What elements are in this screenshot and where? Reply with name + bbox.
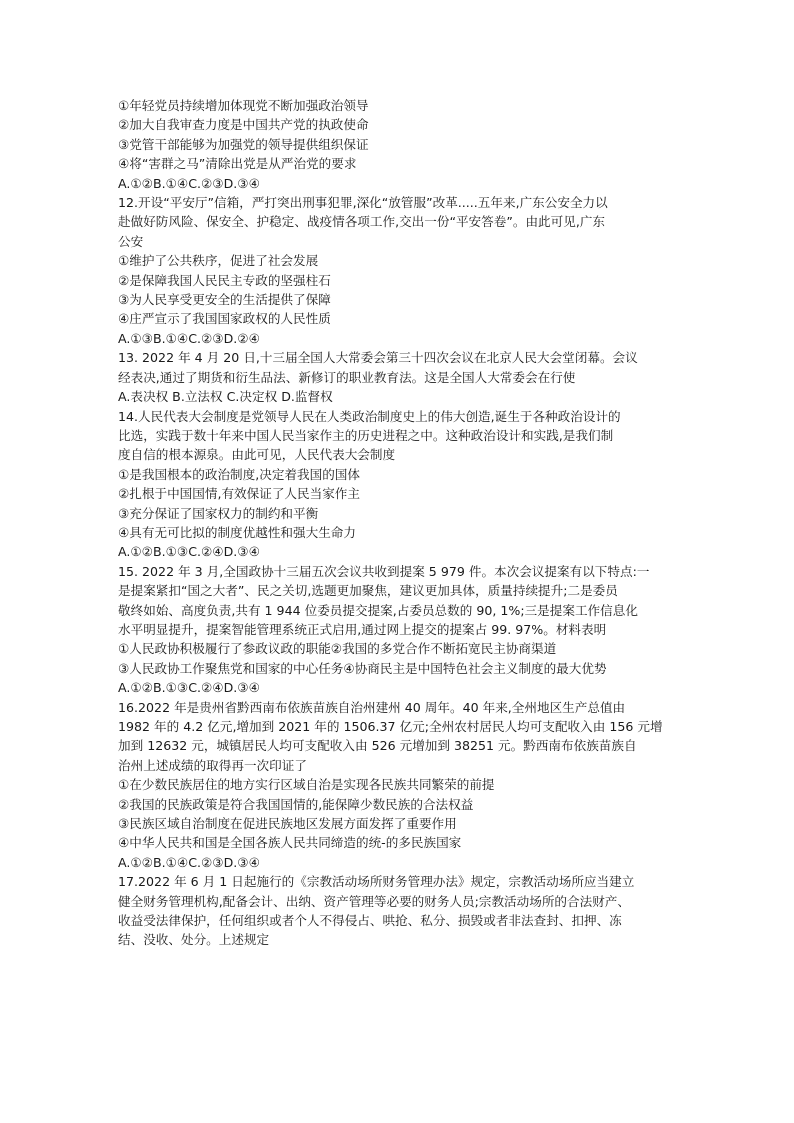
option-line: ①维护了公共秩序，促进了社会发展 (118, 253, 319, 269)
option-line: ④具有无可比拟的制度优越性和强大生命力 (118, 524, 356, 540)
question-stem-line: 13. 2022 年 4 月 20 日,十三届全国人大常委会第三十四次会议在北京人民大会堂闭幕。会议 (118, 350, 638, 366)
question-stem-line: 公安 (118, 233, 144, 249)
option-line: ④将“害群之马”清除出党是从严治党的要求 (118, 156, 357, 172)
question-stem-line: 水平明显提升，提案智能管理系统正式启用,通过网上提交的提案占 99. 97%。材料表明 (118, 621, 607, 637)
option-line: ④庄严宣示了我国国家政权的人民性质 (118, 311, 331, 327)
question-15 (118, 562, 678, 698)
question-stem-line: 比选，实践于数十年来中国人民当家作主的历史进程之中。这种政治设计和实践,是我们制 (118, 427, 614, 443)
question-stem-line: 12.开设“平安厅”信箱，严打突出刑事犯罪,深化“放管服”改革.....五年来,广东公安全力以 (118, 195, 608, 211)
question-stem-line: 经表决,通过了期货和衍生品法、新修订的职业教育法。这是全国人大常委会在行使 (118, 369, 576, 385)
question-stem-line: 健全财务管理机构,配备会计、出纳、资产管理等必要的财务人员;宗教活动场所的合法财产、 (118, 893, 630, 909)
option-line: ①人民政协积极履行了参政议政的职能②我国的多党合作不断拓宽民主协商渠道 (118, 641, 557, 657)
option-line: ③党管干部能够为加强党的领导提供组织保证 (118, 136, 369, 152)
option-line: ②扎根于中国国情,有效保证了人民当家作主 (118, 486, 360, 502)
question-stem-line: 15. 2022 年 3 月,全国政协十三届五次会议共收到提案 5 979 件。本次会议提案有以下特点:一 (118, 563, 650, 579)
option-line: ②我国的民族政策是符合我国国情的,能保障少数民族的合法权益 (118, 796, 474, 812)
option-line: ①在少数民族居住的地方实行区域自治是实现各民族共同繁荣的前提 (118, 777, 495, 793)
question-stem-line: 治州上述成绩的取得再一次印证了 (118, 757, 307, 773)
question-stem-line: 16.2022 年是贵州省黔西南布依族苗族自治州建州 40 周年。40 年来,全州地区生产总值由 (118, 699, 626, 715)
question-13 (118, 348, 678, 406)
question-stem-line: 1982 年的 4.2 亿元,增加到 2021 年的 1506.37 亿元;全州农村居民人均可支配收入由 156 元增 (118, 719, 663, 734)
option-line: ③充分保证了国家权力的制约和平衡 (118, 505, 319, 521)
question-14 (118, 407, 678, 562)
answer-choices: A.①②B.①④C.②③D.③④ (118, 175, 260, 191)
option-line: ②加大自我审查力度是中国共产党的执政使命 (118, 117, 369, 133)
exam-page (118, 96, 678, 950)
question-stem-line: 敬终如始、高度负责,共有 1 944 位委员提交提案,占委员总数的 90, 1%;三是提案工作信息化 (118, 602, 638, 618)
option-line: ①是我国根本的政治制度,决定着我国的国体 (118, 466, 360, 482)
option-line: ①年轻党员持续增加体现党不断加强政治领导 (118, 98, 369, 113)
option-line: ③民族区域自治制度在促进民族地区发展方面发挥了重要作用 (118, 816, 457, 832)
option-line: ②是保障我国人民民主专政的坚强柱石 (118, 272, 331, 288)
answer-choices: A.①②B.①④C.②③D.③④ (118, 854, 260, 870)
question-stem-line: 收益受法律保护，任何组织或者个人不得侵占、哄抢、私分、损毁或者非法查封、扣押、冻 (118, 913, 622, 929)
answer-choices: A.①②B.①③C.②④D.③④ (118, 680, 260, 696)
question-12 (118, 193, 678, 348)
answer-choices: A.①③B.①④C.②③D.②④ (118, 330, 260, 346)
question-stem-line: 17.2022 年 6 月 1 日起施行的《宗教活动场所财务管理办法》规定，宗教活动场所应当建立 (118, 874, 635, 890)
option-line: ③人民政协工作聚焦党和国家的中心任务④协商民主是中国特色社会主义制度的最大优势 (118, 660, 607, 676)
question-stem-line: 加到 12632 元，城镇居民人均可支配收入由 526 元增加到 38251 元。黔西南布依族苗族自 (118, 738, 637, 754)
question-stem-line: 是提案紧扣“国之大者”、民之关切,选题更加聚焦，建议更加具体，质量持续提升;二是委员 (118, 583, 618, 599)
question-17 (118, 872, 678, 950)
answer-choices: A.表决权 B.立法权 C.决定权 D.监督权 (118, 389, 333, 405)
question-stem-line: 度自信的根本源泉。由此可见，人民代表大会制度 (118, 447, 396, 463)
question-stem-line: 14.人民代表大会制度是党领导人民在人类政治制度史上的伟大创造,诞生于各种政治设计的 (118, 408, 621, 424)
option-line: ④中华人民共和国是全国各族人民共同缔造的统-的多民族国家 (118, 835, 462, 851)
question-11-options (118, 96, 678, 193)
question-16 (118, 698, 678, 873)
question-stem-line: 赴做好防风险、保安全、护稳定、战疫情各项工作,交出一份“平安答卷”。由此可见,广东 (118, 214, 606, 230)
option-line: ③为人民享受更安全的生活提供了保障 (118, 292, 331, 308)
answer-choices: A.①②B.①③C.②④D.③④ (118, 544, 260, 560)
question-stem-line: 结、没收、处分。上述规定 (118, 932, 270, 948)
